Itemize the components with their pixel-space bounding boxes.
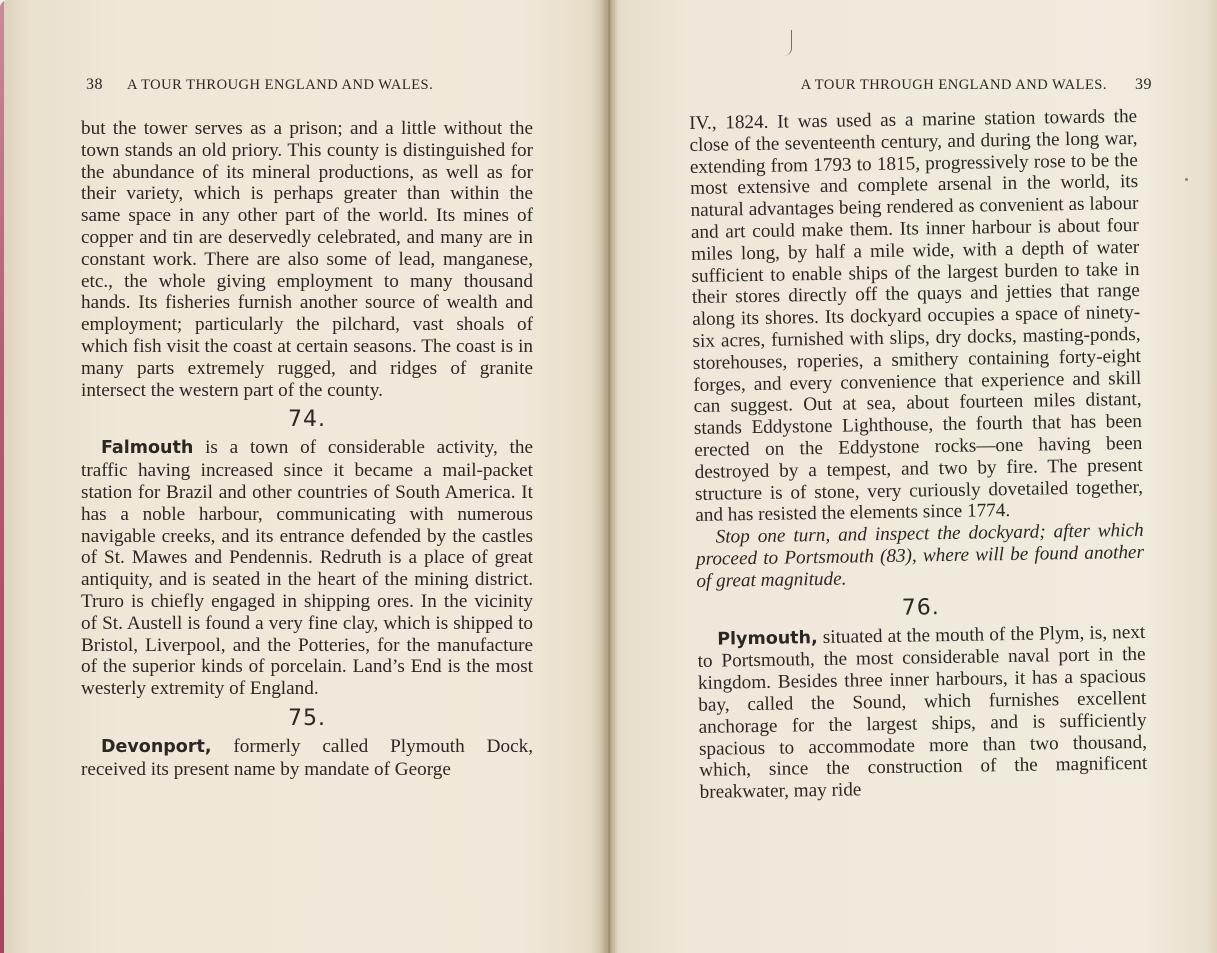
right-page <box>607 0 1217 953</box>
opening-paragraph: but the tower serves as a prison; and a little without the town stands an old priory. This county is distinguished for the abundance of its mineral productions, as well as for their variety, which is perhaps greater than within the same space in any other part of the world. Its mines of copper and tin are deservedly celebrated, and many are in constant work. There are also some of lead, manganese, etc., the whole giving employment to many thousand hands. Its fisheries furnish another source of wealth and employment; particularly the pilchard, vast shoals of which fish visit the coast at certain seasons. The coast is in many parts extremely rugged, and ridges of granite intersect the western part of the county. <box>81 118 533 401</box>
section-76-lead: Plymouth, <box>717 627 818 650</box>
section-74-paragraph <box>81 437 533 700</box>
section-74-lead: Falmouth <box>101 438 194 459</box>
section-75-paragraph <box>81 736 533 781</box>
running-head-title-right: A TOUR THROUGH ENGLAND AND WALES. <box>800 77 1107 93</box>
running-head-right <box>732 76 1152 94</box>
book-gutter <box>600 0 618 953</box>
section-number-76: 76. <box>901 594 940 621</box>
right-text-block <box>689 106 1148 804</box>
left-page <box>0 0 607 953</box>
section-75-lead: Devonport, <box>101 736 212 757</box>
left-text-block <box>81 118 533 781</box>
paper-speck <box>1185 178 1188 181</box>
running-head-title-left: A TOUR THROUGH ENGLAND AND WALES. <box>127 77 434 93</box>
section-number-74: 74. <box>288 407 326 433</box>
page-edge <box>0 0 4 953</box>
section-76-body: situated at the mouth of the Plym, is, next to Portsmouth, the most considerable naval port in the kingdom. Besides three inner harbours, it has a spacious bay, called the Sound, which furnishes excellent anchorage for the largest ships, and is sufficiently spacious to accommodate more than two thousand, which, since the construction of the magnificent breakwater, may ride <box>697 621 1148 804</box>
pencil-mark <box>777 30 792 56</box>
continued-paragraph: IV., 1824. It was used as a marine station towards the close of the seventeenth century, and during the long war, extending from 1793 to 1815, progressively rose to be the most extensive and complete arsenal in the world, its natural advantages being rendered as convenient as labour and art could make them. Its inner harbour is about four miles long, by half a mile wide, with a depth of water sufficient to enable ships of the largest burden to take in their stores directly off the quays and jetties that range along its shores. Its dockyard occupies a space of ninety-six acres, furnished with slips, dry docks, masting-ponds, storehouses, roperies, a smithery containing forty-eight forges, and every convenience that experience and skill can suggest. Out at sea, about fourteen miles distant, stands Eddystone Lighthouse, the fourth that has been erected on the Eddystone rocks—one having been destroyed by a tempest, and two by fire. The present structure is of stone, very curiously dovetailed together, and has resisted the elements since 1774. <box>689 105 1144 527</box>
section-number-75: 75. <box>288 705 326 731</box>
game-instruction: Stop one turn, and inspect the dockyard; after which proceed to Portsmouth (83), where will be found another of great magnitude. <box>695 520 1145 592</box>
page-number-right: 39 <box>1135 76 1152 93</box>
section-74-body: is a town of considerable activity, the traffic having increased since it became a mail-packet station for Brazil and other countries of South America. It has a noble harbour, communicating with numerous navigable creeks, and its entrance defended by the castles of St. Mawes and Pendennis. Redruth is a place of great antiquity, and is seated in the heart of the mining district. Truro is chiefly engaged in shipping ores. In the vicinity of St. Austell is found a very fine clay, which is shipped to Bristol, Liverpool, and the Potteries, for the manufacture of the superior kinds of porcelain. Land’s End is the most westerly extremity of England. <box>81 437 533 700</box>
running-head-left <box>86 76 546 94</box>
section-75-body: formerly called Plymouth Dock, received its present name by mandate of George <box>81 735 533 780</box>
page-number-left: 38 <box>86 76 103 93</box>
section-76-paragraph <box>697 621 1148 803</box>
